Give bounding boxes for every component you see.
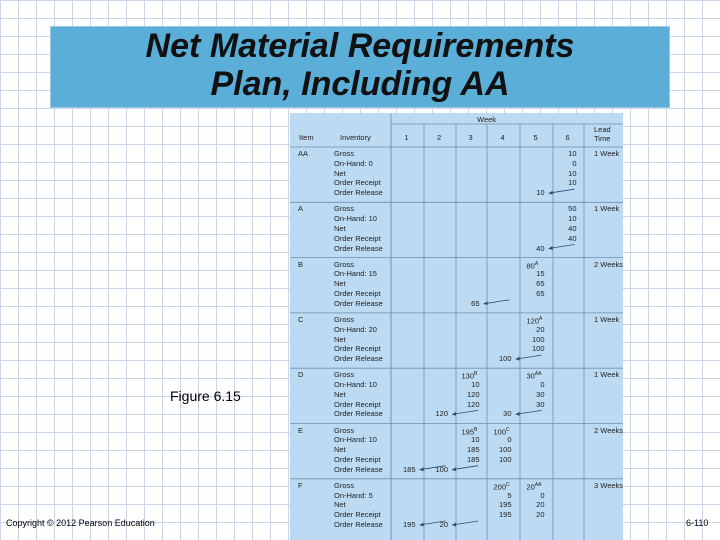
parent-item-superscript: C — [506, 426, 510, 433]
cell-value: 10 — [568, 178, 577, 188]
item-code: B — [298, 259, 304, 269]
item-code: F — [298, 480, 303, 490]
row-label-on-hand: On-Hand: 15 — [334, 269, 377, 279]
cell-value: 0 — [572, 158, 577, 168]
cell-value: $200^C$ — [493, 481, 510, 492]
item-code: D — [298, 370, 304, 380]
lead-time: 1 Week — [594, 314, 620, 324]
cell-value: 185 — [402, 464, 416, 474]
row-label-net: Net — [334, 445, 346, 455]
page-number: 6-110 — [686, 518, 709, 528]
cell-value: 10 — [471, 380, 480, 389]
row-label-on-hand: On-Hand: 0 — [334, 158, 373, 168]
arrow-head — [420, 523, 424, 527]
item-code: A — [298, 204, 304, 214]
item-code: E — [298, 425, 304, 435]
parent-item-superscript: A — [534, 260, 539, 267]
row-label-order-receipt: Order Receipt — [334, 233, 381, 243]
cell-value: $195^B$ — [461, 426, 478, 436]
cell-value: 65 — [471, 298, 480, 308]
week-number: 6 — [565, 133, 570, 142]
lead-time: 1 Week — [594, 149, 620, 158]
row-label-gross: Gross — [334, 314, 355, 324]
item-code: AA — [298, 149, 309, 158]
cell-value: 65 — [536, 279, 545, 289]
week-label: Week — [477, 115, 497, 124]
row-label-net: Net — [334, 389, 346, 399]
cell-value: 195 — [402, 520, 416, 529]
cell-value: 40 — [568, 233, 577, 243]
cell-value: 40 — [568, 223, 577, 233]
row-label-order-receipt: Order Receipt — [334, 344, 381, 354]
row-label-net: Net — [334, 334, 346, 344]
row-label-order-receipt: Order Receipt — [334, 178, 381, 188]
cell-value: 65 — [536, 289, 545, 298]
item-code: C — [298, 314, 304, 324]
lead-time: 2 Weeks — [594, 425, 623, 435]
cell-value: 20 — [536, 510, 545, 520]
cell-value: 5 — [507, 490, 512, 500]
row-label-gross: Gross — [334, 149, 355, 158]
parent-item-superscript: B — [474, 426, 478, 433]
cell-value: 185 — [466, 445, 480, 455]
parent-item-superscript: B — [474, 371, 478, 378]
row-label-order-release: Order Release — [334, 188, 383, 198]
week-number: 5 — [533, 133, 538, 142]
row-label-gross: Gross — [334, 204, 355, 214]
cell-value: $130^B$ — [461, 371, 478, 381]
arrow-head — [516, 412, 520, 416]
week-number: 3 — [468, 133, 473, 142]
row-label-order-release: Order Release — [334, 464, 383, 474]
cell-value: 20 — [439, 520, 448, 529]
cell-value: 30 — [503, 409, 512, 419]
cell-value: $80^A$ — [526, 260, 539, 271]
cell-value: 195 — [498, 510, 512, 520]
week-number: 2 — [437, 133, 442, 142]
lead-time: 1 Week — [594, 204, 620, 214]
cell-value: 15 — [536, 269, 545, 279]
arrow-head — [452, 523, 456, 527]
parent-item-superscript: AA — [534, 371, 542, 378]
cell-value: 10 — [568, 149, 577, 158]
row-label-net: Net — [334, 168, 346, 178]
title-line-2: Plan, Including AA — [210, 65, 510, 103]
title-line-1: Net Material Requirements — [145, 27, 575, 65]
row-label-order-release: Order Release — [334, 243, 383, 253]
cell-value: 50 — [568, 204, 577, 214]
arrow-head — [549, 191, 553, 195]
cell-value: 20 — [536, 324, 545, 334]
cell-value: 40 — [536, 243, 545, 253]
row-label-net: Net — [334, 223, 346, 233]
row-label-order-receipt: Order Receipt — [334, 510, 381, 520]
row-label-on-hand: On-Hand: 10 — [334, 380, 377, 389]
row-label-order-release: Order Release — [334, 409, 383, 419]
row-label-gross: Gross — [334, 425, 355, 435]
row-label-order-release: Order Release — [334, 520, 383, 529]
parent-item-superscript: AA — [534, 481, 542, 488]
cell-value: 20 — [536, 500, 545, 510]
row-label-on-hand: On-Hand: 10 — [334, 214, 377, 224]
week-number: 4 — [500, 133, 505, 142]
cell-value: 10 — [536, 188, 545, 198]
copyright-notice: Copyright © 2012 Pearson Education — [6, 518, 155, 528]
parent-item-superscript: A — [539, 315, 543, 322]
slide-title — [50, 26, 670, 108]
row-label-order-receipt: Order Receipt — [334, 454, 381, 464]
lead-time: 3 Weeks — [594, 480, 623, 490]
arrow-head — [484, 301, 488, 305]
week-number: 1 — [404, 133, 409, 142]
figure-label: Figure 6.15 — [170, 388, 241, 404]
cell-value: 100 — [531, 334, 545, 344]
cell-value: $20^{AA}$ — [526, 481, 542, 492]
cell-value: $30^{AA}$ — [526, 371, 542, 381]
row-label-on-hand: On-Hand: 5 — [334, 490, 373, 500]
cell-value: 195 — [498, 500, 512, 510]
header-lead-time: Time — [594, 134, 611, 143]
row-label-net: Net — [334, 279, 346, 289]
cell-value: 100 — [498, 454, 512, 464]
cell-value: 0 — [540, 490, 545, 500]
cell-value: 10 — [471, 435, 480, 445]
header-inventory: Inventory — [340, 133, 371, 142]
row-label-gross: Gross — [334, 259, 355, 269]
lead-time: 2 Weeks — [594, 259, 623, 269]
row-label-order-release: Order Release — [334, 298, 383, 308]
cell-value: 0 — [540, 380, 545, 389]
cell-value: 120 — [466, 399, 480, 409]
cell-value: 30 — [536, 399, 545, 409]
cell-value: 10 — [568, 214, 577, 224]
cell-value: $120^A$ — [526, 315, 543, 326]
arrow-head — [452, 467, 456, 471]
arrow-head — [516, 357, 520, 361]
row-label-net: Net — [334, 500, 346, 510]
row-label-order-receipt: Order Receipt — [334, 399, 381, 409]
parent-item-superscript: C — [506, 481, 510, 488]
row-label-order-receipt: Order Receipt — [334, 289, 381, 298]
cell-value: 120 — [435, 409, 448, 419]
lead-time: 1 Week — [594, 370, 620, 380]
arrow-head — [549, 246, 553, 250]
row-label-on-hand: On-Hand: 20 — [334, 324, 377, 334]
arrow-head — [452, 412, 456, 416]
row-label-gross: Gross — [334, 480, 355, 490]
row-label-gross: Gross — [334, 370, 355, 380]
cell-value: 100 — [498, 354, 512, 364]
cell-value: $100^C$ — [493, 426, 510, 436]
cell-value: 100 — [498, 445, 512, 455]
cell-value: 185 — [466, 454, 480, 464]
cell-value: 30 — [536, 389, 545, 399]
cell-value: 0 — [507, 435, 512, 445]
cell-value: 100 — [435, 464, 448, 474]
row-label-order-release: Order Release — [334, 354, 383, 364]
header-item: Item — [299, 133, 314, 142]
cell-value: 100 — [531, 344, 545, 354]
cell-value: 120 — [466, 389, 480, 399]
row-label-on-hand: On-Hand: 10 — [334, 435, 377, 445]
arrow-head — [420, 467, 424, 471]
cell-value: 10 — [568, 168, 577, 178]
mrp-table — [290, 113, 623, 540]
header-lead-time: Lead — [594, 125, 611, 134]
